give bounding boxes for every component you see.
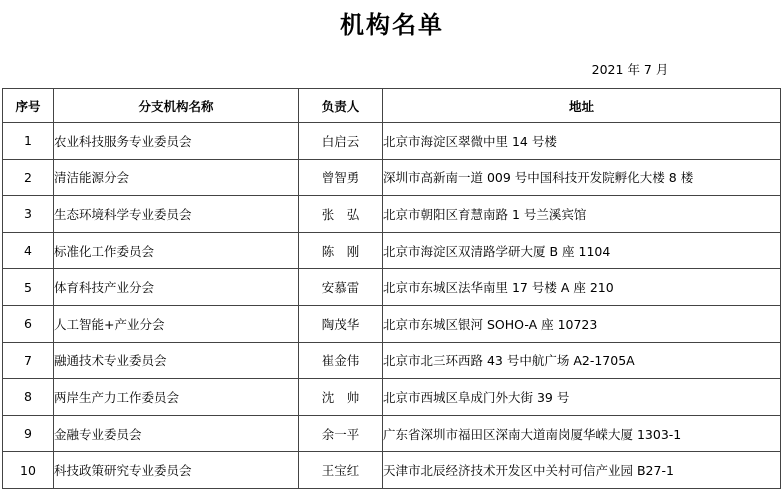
row-number: 10 <box>3 452 54 489</box>
address: 北京市北三环西路 43 号中航广场 A2-1705A <box>383 342 781 379</box>
row-number: 7 <box>3 342 54 379</box>
row-number: 8 <box>3 379 54 416</box>
person-in-charge: 沈 帅 <box>299 379 383 416</box>
person-in-charge: 余一平 <box>299 415 383 452</box>
branch-name: 金融专业委员会 <box>54 415 299 452</box>
branch-name: 农业科技服务专业委员会 <box>54 123 299 160</box>
row-number: 2 <box>3 159 54 196</box>
table-row <box>3 415 781 452</box>
row-number: 5 <box>3 269 54 306</box>
address: 广东省深圳市福田区深南大道南岗厦华嵘大厦 1303-1 <box>383 415 781 452</box>
header-address: 地址 <box>383 89 781 123</box>
row-number: 9 <box>3 415 54 452</box>
table-row <box>3 159 781 196</box>
table-header-row <box>3 89 781 123</box>
person-in-charge: 陈 刚 <box>299 232 383 269</box>
person-in-charge: 安慕雷 <box>299 269 383 306</box>
table-row <box>3 269 781 306</box>
address: 北京市朝阳区育慧南路 1 号兰溪宾馆 <box>383 196 781 233</box>
header-branch-name: 分支机构名称 <box>54 89 299 123</box>
branch-name: 科技政策研究专业委员会 <box>54 452 299 489</box>
branch-name: 人工智能+产业分会 <box>54 305 299 342</box>
document-date: 2021 年 7 月 <box>591 62 669 77</box>
row-number: 3 <box>3 196 54 233</box>
table-row <box>3 379 781 416</box>
table-row <box>3 452 781 489</box>
row-number: 6 <box>3 305 54 342</box>
row-number: 4 <box>3 232 54 269</box>
address: 北京市东城区法华南里 17 号楼 A 座 210 <box>383 269 781 306</box>
branch-name: 标准化工作委员会 <box>54 232 299 269</box>
table-row <box>3 342 781 379</box>
table-row <box>3 232 781 269</box>
organization-table <box>2 88 781 489</box>
person-in-charge: 白启云 <box>299 123 383 160</box>
person-in-charge: 曾智勇 <box>299 159 383 196</box>
branch-name: 生态环境科学专业委员会 <box>54 196 299 233</box>
table-row <box>3 305 781 342</box>
address: 北京市海淀区翠微中里 14 号楼 <box>383 123 781 160</box>
branch-name: 清洁能源分会 <box>54 159 299 196</box>
address: 北京市西城区阜成门外大街 39 号 <box>383 379 781 416</box>
table-row <box>3 196 781 233</box>
branch-name: 体育科技产业分会 <box>54 269 299 306</box>
person-in-charge: 王宝红 <box>299 452 383 489</box>
document-title: 机构名单 <box>340 10 444 39</box>
header-person-in-charge: 负责人 <box>299 89 383 123</box>
address: 北京市海淀区双清路学研大厦 B 座 1104 <box>383 232 781 269</box>
branch-name: 融通技术专业委员会 <box>54 342 299 379</box>
header-number: 序号 <box>3 89 54 123</box>
person-in-charge: 张 弘 <box>299 196 383 233</box>
person-in-charge: 崔金伟 <box>299 342 383 379</box>
address: 深圳市高新南一道 009 号中国科技开发院孵化大楼 8 楼 <box>383 159 781 196</box>
address: 天津市北辰经济技术开发区中关村可信产业园 B27-1 <box>383 452 781 489</box>
address: 北京市东城区银河 SOHO-A 座 10723 <box>383 305 781 342</box>
table-row <box>3 123 781 160</box>
row-number: 1 <box>3 123 54 160</box>
person-in-charge: 陶茂华 <box>299 305 383 342</box>
branch-name: 两岸生产力工作委员会 <box>54 379 299 416</box>
